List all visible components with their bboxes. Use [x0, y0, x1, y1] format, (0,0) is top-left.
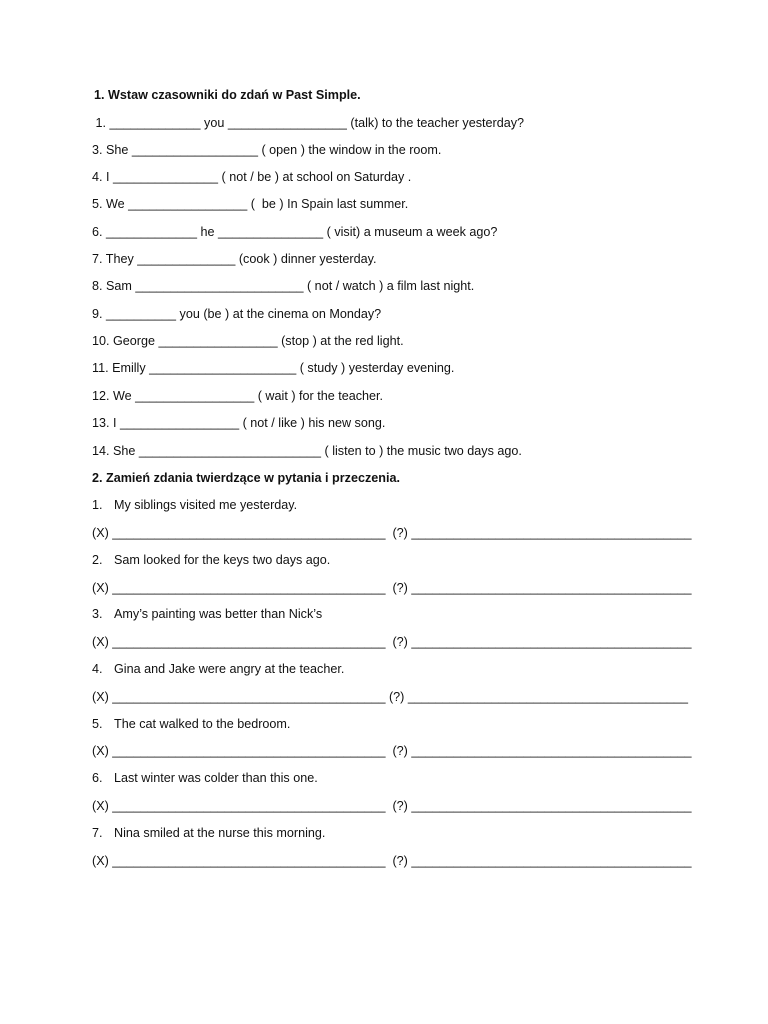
exercise2-number: 6.	[92, 771, 103, 785]
exercise2-sentence-6	[92, 770, 732, 786]
exercise2-sentence-4	[92, 661, 732, 677]
exercise2-number: 5.	[92, 717, 103, 731]
exercise2-text: The cat walked to the bedroom.	[114, 717, 291, 731]
exercise1-item-4: 4. I _______________ ( not / be ) at school on Saturday .	[92, 170, 412, 184]
exercise2-text: Amy’s painting was better than Nick’s	[114, 607, 323, 621]
exercise2-sentence-5	[92, 716, 732, 732]
exercise1-item-1: 1. _____________ you _________________ (talk) to the teacher yesterday?	[92, 116, 525, 130]
exercise1-item-10: 10. George _________________ (stop ) at the red light.	[92, 334, 404, 348]
exercise1-item-13: 13. I _________________ ( not / like ) his new song.	[92, 416, 386, 430]
exercise1-item-14: 14. She __________________________ ( listen to ) the music two days ago.	[92, 444, 522, 458]
exercise2-text: Sam looked for the keys two days ago.	[114, 553, 331, 567]
exercise2-text: Gina and Jake were angry at the teacher.	[114, 662, 345, 676]
exercise2-answer-1: (X) _______________________________________ (?) ________________________________________	[92, 526, 692, 540]
exercise1-item-8: 8. Sam ________________________ ( not / watch ) a film last night.	[92, 279, 475, 293]
exercise1-item-9: 9. __________ you (be ) at the cinema on Monday?	[92, 307, 382, 321]
exercise2-sentence-7	[92, 825, 732, 841]
exercise1-item-12: 12. We _________________ ( wait ) for the teacher.	[92, 389, 384, 403]
exercise1-item-11: 11. Emilly _____________________ ( study ) yesterday evening.	[92, 361, 455, 375]
exercise2-text: Last winter was colder than this one.	[114, 771, 318, 785]
exercise1-item-3: 3. She __________________ ( open ) the window in the room.	[92, 143, 442, 157]
exercise2-sentence-2	[92, 552, 732, 568]
exercise2-answer-2: (X) _______________________________________ (?) ________________________________________	[92, 581, 692, 595]
exercise1-item-7: 7. They ______________ (cook ) dinner yesterday.	[92, 252, 377, 266]
exercise2-answer-3: (X) _______________________________________ (?) ________________________________________	[92, 635, 692, 649]
exercise2-number: 3.	[92, 607, 103, 621]
exercise1-item-6: 6. _____________ he _______________ ( visit) a museum a week ago?	[92, 225, 498, 239]
section1-heading: 1. Wstaw czasowniki do zdań w Past Simple.	[94, 88, 361, 102]
exercise2-text: My siblings visited me yesterday.	[114, 498, 298, 512]
exercise2-answer-6: (X) _______________________________________ (?) ________________________________________	[92, 799, 692, 813]
exercise2-answer-4: (X) _______________________________________ (?) ________________________________________	[92, 690, 688, 704]
exercise2-answer-5: (X) _______________________________________ (?) ________________________________________	[92, 744, 692, 758]
exercise2-number: 2.	[92, 553, 103, 567]
exercise2-sentence-3	[92, 606, 732, 622]
exercise2-answer-7: (X) _______________________________________ (?) ________________________________________	[92, 854, 692, 868]
section2-heading: 2. Zamień zdania twierdzące w pytania i przeczenia.	[92, 471, 400, 485]
exercise2-number: 7.	[92, 826, 103, 840]
exercise2-text: Nina smiled at the nurse this morning.	[114, 826, 326, 840]
exercise1-item-5: 5. We _________________ ( be ) In Spain last summer.	[92, 197, 409, 211]
exercise2-sentence-1	[92, 497, 732, 513]
exercise2-number: 4.	[92, 662, 103, 676]
exercise2-number: 1.	[92, 498, 103, 512]
